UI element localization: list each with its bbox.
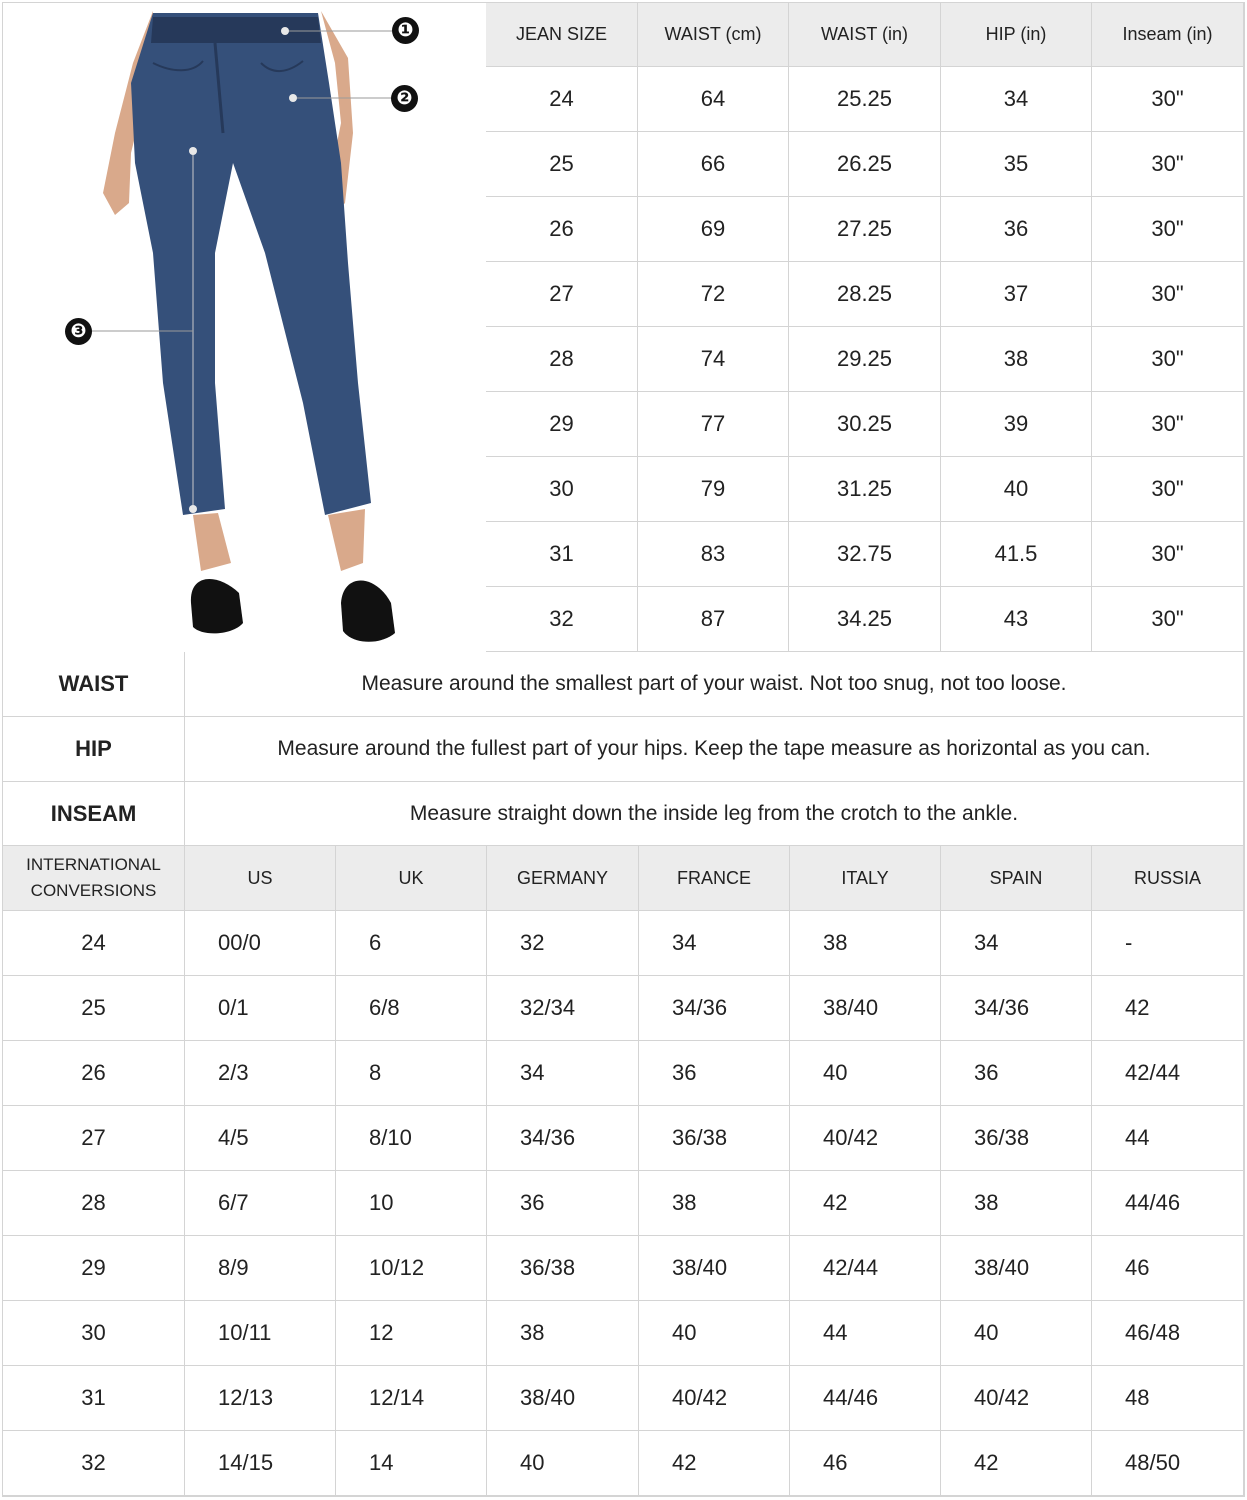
conversion-cell: 42 — [1092, 976, 1244, 1041]
waistband-shape — [151, 17, 321, 43]
conversion-cell: 36 — [639, 1041, 790, 1106]
conversion-cell: 42 — [639, 1431, 790, 1496]
conversion-cell: 34 — [941, 911, 1092, 976]
inseam-bottom-dot — [189, 505, 197, 513]
size-cell: 28.25 — [789, 262, 941, 327]
size-cell: 29 — [486, 392, 638, 457]
marker-1-icon: ❶ — [392, 17, 419, 44]
conversion-cell: 12 — [336, 1301, 487, 1366]
size-cell: 79 — [638, 457, 789, 522]
conversion-cell: 34 — [639, 911, 790, 976]
right-ankle-shape — [328, 509, 365, 571]
size-cell: 32 — [486, 587, 638, 652]
left-shoe-shape — [191, 579, 243, 633]
conversion-cell: 8/10 — [336, 1106, 487, 1171]
conversion-cell: 42 — [941, 1431, 1092, 1496]
conversion-cell: 42 — [790, 1171, 941, 1236]
conversion-cell: 24 — [3, 911, 185, 976]
conversion-cell: 44 — [790, 1301, 941, 1366]
conversion-cell: 36/38 — [941, 1106, 1092, 1171]
marker-3-icon: ❸ — [65, 318, 92, 345]
conversion-cell: 40/42 — [639, 1366, 790, 1431]
size-header-waist-cm: WAIST (cm) — [638, 3, 789, 67]
guide-text-waist: Measure around the smallest part of your waist. Not too snug, not too loose. — [185, 652, 1244, 717]
conversion-cell: 38 — [487, 1301, 639, 1366]
size-cell: 31.25 — [789, 457, 941, 522]
conversion-cell: 46/48 — [1092, 1301, 1244, 1366]
conversion-cell: 38/40 — [941, 1236, 1092, 1301]
left-ankle-shape — [193, 513, 231, 571]
size-cell: 72 — [638, 262, 789, 327]
conversion-cell: 12/13 — [185, 1366, 336, 1431]
conversion-cell: 42/44 — [790, 1236, 941, 1301]
conversion-cell: 44/46 — [790, 1366, 941, 1431]
conversion-cell: 36 — [487, 1171, 639, 1236]
conversion-cell: 6/7 — [185, 1171, 336, 1236]
right-shoe-shape — [341, 581, 395, 642]
size-cell: 31 — [486, 522, 638, 587]
size-cell: 30" — [1092, 392, 1244, 457]
conversion-cell: 25 — [3, 976, 185, 1041]
size-cell: 30" — [1092, 67, 1244, 132]
conversion-cell: 27 — [3, 1106, 185, 1171]
conversion-cell: 32/34 — [487, 976, 639, 1041]
size-cell: 30" — [1092, 327, 1244, 392]
size-cell: 30 — [486, 457, 638, 522]
conversion-cell: 38 — [639, 1171, 790, 1236]
marker-2-icon: ❷ — [391, 85, 418, 112]
conversion-cell: 46 — [1092, 1236, 1244, 1301]
size-cell: 77 — [638, 392, 789, 457]
conversion-cell: 46 — [790, 1431, 941, 1496]
size-cell: 74 — [638, 327, 789, 392]
size-cell: 39 — [941, 392, 1092, 457]
conversion-cell: 36/38 — [487, 1236, 639, 1301]
conversion-cell: 8 — [336, 1041, 487, 1106]
conversion-header-germany: GERMANY — [487, 846, 639, 911]
conversion-cell: 29 — [3, 1236, 185, 1301]
conversion-cell: 40/42 — [941, 1366, 1092, 1431]
conversion-cell: 38/40 — [487, 1366, 639, 1431]
size-cell: 27.25 — [789, 197, 941, 262]
conversion-cell: 48/50 — [1092, 1431, 1244, 1496]
jeans-shape — [131, 13, 371, 515]
size-header-waist-in: WAIST (in) — [789, 3, 941, 67]
size-cell: 25 — [486, 132, 638, 197]
size-cell: 64 — [638, 67, 789, 132]
conversion-header-italy: ITALY — [790, 846, 941, 911]
conversion-cell: 26 — [3, 1041, 185, 1106]
size-cell: 34 — [941, 67, 1092, 132]
size-cell: 87 — [638, 587, 789, 652]
conversion-cell: 6/8 — [336, 976, 487, 1041]
conversion-cell: 44 — [1092, 1106, 1244, 1171]
conversion-cell: 40 — [790, 1041, 941, 1106]
size-cell: 43 — [941, 587, 1092, 652]
conversion-header-title — [3, 846, 185, 911]
conversion-cell: 32 — [487, 911, 639, 976]
size-cell: 36 — [941, 197, 1092, 262]
conversion-cell: 2/3 — [185, 1041, 336, 1106]
conversion-header-russia: RUSSIA — [1092, 846, 1244, 911]
conversion-cell: 42/44 — [1092, 1041, 1244, 1106]
conversion-cell: 28 — [3, 1171, 185, 1236]
conversion-cell: 14/15 — [185, 1431, 336, 1496]
conversion-cell: 30 — [3, 1301, 185, 1366]
guide-text-hip: Measure around the fullest part of your hips. Keep the tape measure as horizontal as you can. — [185, 717, 1244, 782]
marker-2-dot — [289, 94, 297, 102]
size-cell: 28 — [486, 327, 638, 392]
size-cell: 40 — [941, 457, 1092, 522]
size-header-inseam-in: Inseam (in) — [1092, 3, 1244, 67]
size-cell: 32.75 — [789, 522, 941, 587]
conversion-cell: 36 — [941, 1041, 1092, 1106]
guide-label-inseam: INSEAM — [3, 782, 185, 846]
conversion-header-line-2: CONVERSIONS — [30, 881, 157, 900]
conversion-cell: 0/1 — [185, 976, 336, 1041]
conversion-header-us: US — [185, 846, 336, 911]
conversion-cell: 38 — [790, 911, 941, 976]
conversion-cell: 48 — [1092, 1366, 1244, 1431]
conversion-cell: 34/36 — [487, 1106, 639, 1171]
size-cell: 30" — [1092, 522, 1244, 587]
conversion-cell: 34/36 — [941, 976, 1092, 1041]
size-cell: 30" — [1092, 197, 1244, 262]
conversion-cell: 6 — [336, 911, 487, 976]
size-cell: 30" — [1092, 132, 1244, 197]
size-cell: 41.5 — [941, 522, 1092, 587]
size-cell: 30" — [1092, 587, 1244, 652]
conversion-cell: 40 — [487, 1431, 639, 1496]
size-cell: 38 — [941, 327, 1092, 392]
conversion-cell: 31 — [3, 1366, 185, 1431]
conversion-cell: 38/40 — [790, 976, 941, 1041]
conversion-cell: 34 — [487, 1041, 639, 1106]
size-cell: 30" — [1092, 262, 1244, 327]
size-cell: 37 — [941, 262, 1092, 327]
size-cell: 30.25 — [789, 392, 941, 457]
size-cell: 25.25 — [789, 67, 941, 132]
conversion-header-uk: UK — [336, 846, 487, 911]
conversion-cell: 00/0 — [185, 911, 336, 976]
conversion-cell: 34/36 — [639, 976, 790, 1041]
size-cell: 26.25 — [789, 132, 941, 197]
size-cell: 30" — [1092, 457, 1244, 522]
marker-1-dot — [281, 27, 289, 35]
conversion-cell: 38/40 — [639, 1236, 790, 1301]
conversion-cell: 4/5 — [185, 1106, 336, 1171]
inseam-top-dot — [189, 147, 197, 155]
guide-label-waist: WAIST — [3, 652, 185, 717]
conversion-cell: 40 — [639, 1301, 790, 1366]
conversion-cell: 44/46 — [1092, 1171, 1244, 1236]
size-cell: 66 — [638, 132, 789, 197]
size-cell: 27 — [486, 262, 638, 327]
conversion-cell: 38 — [941, 1171, 1092, 1236]
size-cell: 29.25 — [789, 327, 941, 392]
size-cell: 24 — [486, 67, 638, 132]
conversion-cell: 8/9 — [185, 1236, 336, 1301]
size-cell: 34.25 — [789, 587, 941, 652]
conversion-cell: 14 — [336, 1431, 487, 1496]
guide-label-hip: HIP — [3, 717, 185, 782]
conversion-cell: 10 — [336, 1171, 487, 1236]
size-header-hip-in: HIP (in) — [941, 3, 1092, 67]
conversion-header-line-1: INTERNATIONAL — [26, 855, 161, 874]
guide-text-inseam: Measure straight down the inside leg from the crotch to the ankle. — [185, 782, 1244, 846]
size-cell: 83 — [638, 522, 789, 587]
conversion-header-spain: SPAIN — [941, 846, 1092, 911]
conversion-cell: 40/42 — [790, 1106, 941, 1171]
conversion-cell: 40 — [941, 1301, 1092, 1366]
jeans-model-figure — [3, 3, 486, 652]
size-cell: 26 — [486, 197, 638, 262]
conversion-header-france: FRANCE — [639, 846, 790, 911]
size-cell: 69 — [638, 197, 789, 262]
conversion-cell: - — [1092, 911, 1244, 976]
conversion-cell: 12/14 — [336, 1366, 487, 1431]
size-cell: 35 — [941, 132, 1092, 197]
conversion-cell: 36/38 — [639, 1106, 790, 1171]
conversion-cell: 32 — [3, 1431, 185, 1496]
conversion-cell: 10/12 — [336, 1236, 487, 1301]
conversion-cell: 10/11 — [185, 1301, 336, 1366]
size-header-jean-size: JEAN SIZE — [486, 3, 638, 67]
